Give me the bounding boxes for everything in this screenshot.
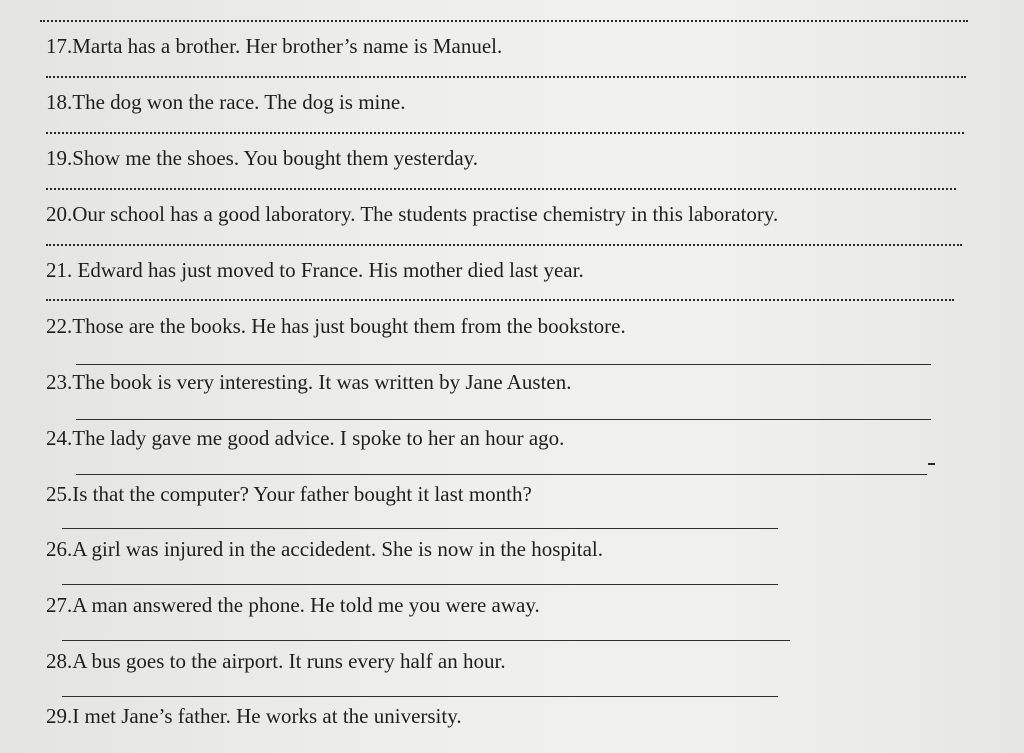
- item-number: 18.: [46, 90, 73, 114]
- exercise-item-23: [46, 370, 571, 394]
- item-text: Our school has a good laboratory. The students practise chemistry in this laboratory.: [72, 202, 779, 226]
- answer-line-20: [46, 244, 962, 246]
- item-text: Marta has a brother. Her brother’s name is Manuel.: [72, 34, 503, 58]
- item-text: Those are the books. He has just bought them from the bookstore.: [72, 314, 626, 338]
- exercise-item-21: [46, 258, 584, 282]
- item-number: 19.: [46, 146, 73, 170]
- item-text: Show me the shoes. You bought them yesterday.: [72, 146, 479, 170]
- item-number: 28.: [46, 649, 73, 673]
- answer-line-28: [62, 696, 778, 697]
- exercise-item-27: [46, 593, 540, 617]
- item-number: 24.: [46, 426, 73, 450]
- exercise-item-22: [46, 314, 626, 338]
- answer-line-26: [62, 584, 778, 585]
- item-number: 17.: [46, 34, 73, 58]
- item-text: The dog won the race. The dog is mine.: [72, 90, 406, 114]
- answer-line-23: [76, 419, 931, 420]
- answer-line-21: [46, 299, 954, 301]
- exercise-item-25: [46, 482, 532, 506]
- answer-line-19: [46, 188, 956, 190]
- item-number: 26.: [46, 537, 73, 561]
- stray-pen-mark: [928, 463, 935, 465]
- exercise-item-20: [46, 202, 778, 226]
- item-text: The book is very interesting. It was written by Jane Austen.: [72, 370, 572, 394]
- answer-line-17: [46, 76, 966, 78]
- answer-line-22: [76, 364, 931, 365]
- answer-line-24: [76, 474, 927, 475]
- exercise-item-29: [46, 704, 462, 728]
- item-number: 23.: [46, 370, 73, 394]
- item-text: Is that the computer? Your father bought it last month?: [72, 482, 532, 506]
- item-text: A bus goes to the airport. It runs every half an hour.: [72, 649, 506, 673]
- item-text: A man answered the phone. He told me you were away.: [72, 593, 540, 617]
- answer-line-27: [62, 640, 790, 641]
- item-number: 29.: [46, 704, 73, 728]
- exercise-item-28: [46, 649, 506, 673]
- exercise-item-18: [46, 90, 405, 114]
- exercise-item-26: [46, 537, 603, 561]
- item-text: I met Jane’s father. He works at the university.: [72, 704, 462, 728]
- item-number: 22.: [46, 314, 73, 338]
- exercise-item-19: [46, 146, 478, 170]
- answer-line-18: [46, 132, 964, 134]
- item-text: The lady gave me good advice. I spoke to her an hour ago.: [72, 426, 565, 450]
- item-text: A girl was injured in the accidedent. She is now in the hospital.: [72, 537, 603, 561]
- answer-line-25: [62, 528, 778, 529]
- item-number: 25.: [46, 482, 73, 506]
- exercise-item-17: [46, 34, 502, 58]
- answer-line-16: [40, 20, 968, 22]
- item-number: 20.: [46, 202, 73, 226]
- item-number: 21.: [46, 258, 78, 282]
- item-number: 27.: [46, 593, 73, 617]
- item-text: Edward has just moved to France. His mother died last year.: [77, 258, 584, 282]
- exercise-item-24: [46, 426, 564, 450]
